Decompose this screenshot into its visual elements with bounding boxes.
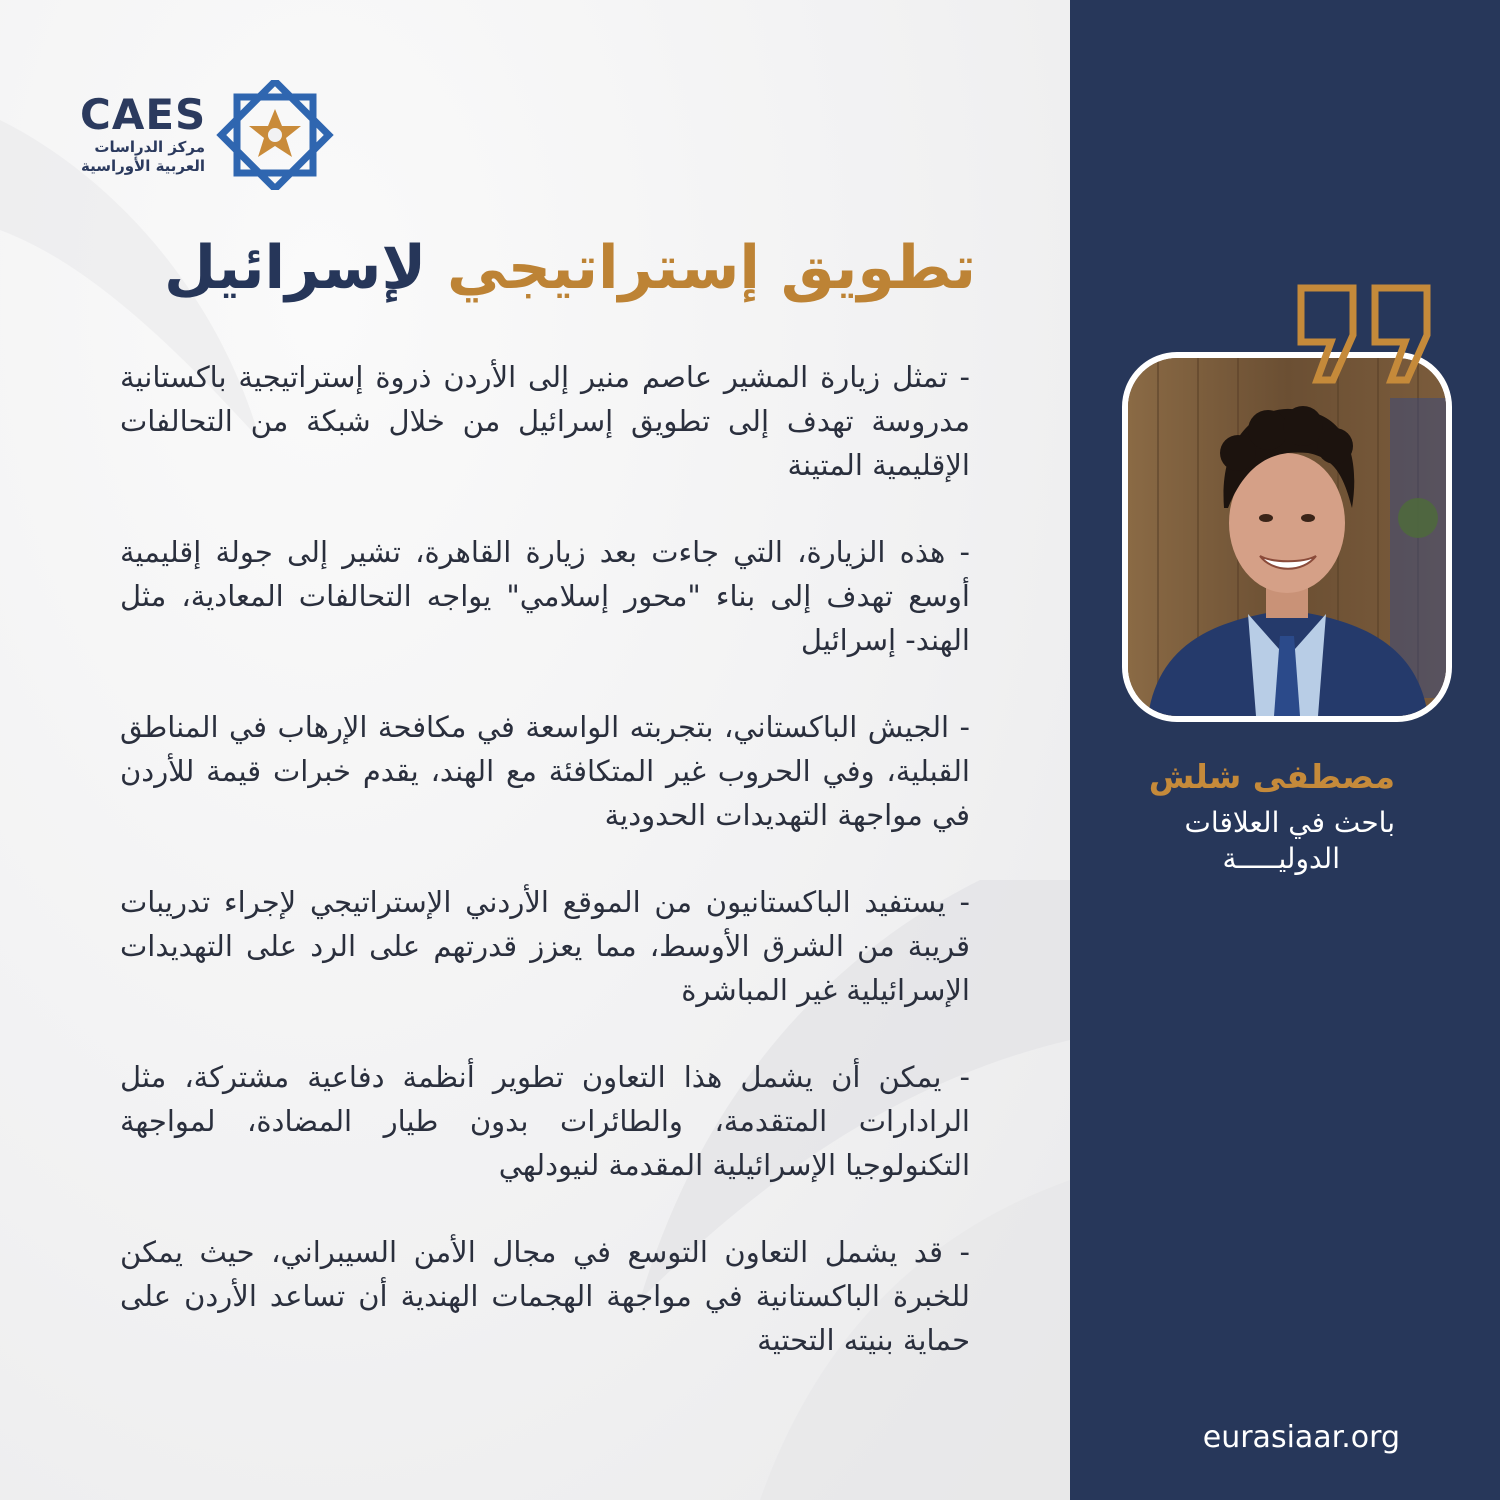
- closing-quote-icon: [1293, 280, 1443, 390]
- title-navy-part: لإسرائيل: [163, 233, 427, 303]
- bullet-item: - هذه الزيارة، التي جاءت بعد زيارة القاهرة، تشير إلى جولة إقليمية أوسع تهدف إلى بناء "محور إسلامي" يواجه التحالفات المعادية، مثل الهند- إسرائيل: [120, 535, 970, 657]
- page-title: [100, 228, 1040, 308]
- author-portrait: [1122, 352, 1452, 722]
- eight-point-star-icon: [215, 80, 335, 190]
- logo-arabic-line1: مركز الدراسات: [94, 138, 205, 156]
- bullet-list: [120, 355, 970, 1405]
- author-role-line2: الدوليـــــة: [1222, 842, 1340, 875]
- bullet-item: - الجيش الباكستاني، بتجربته الواسعة في مكافحة الإرهاب في المناطق القبلية، وفي الحروب غير المتكافئة مع الهند، يقدم خبرات قيمة للأردن في مواجهة التهديدات الحدودية: [120, 710, 970, 832]
- bullet-item: - يمكن أن يشمل هذا التعاون تطوير أنظمة دفاعية مشتركة، مثل الرادارات المتقدمة، والطائرات بدون طيار المضادة، لمواجهة التكنولوجيا الإسرائيلية المقدمة لنيودلهي: [120, 1060, 970, 1182]
- author-name: مصطفى شلش: [1148, 757, 1395, 796]
- portrait-image: [1128, 358, 1446, 716]
- bullet-item: - تمثل زيارة المشير عاصم منير إلى الأردن ذروة إستراتيجية باكستانية مدروسة تهدف إلى تطويق إسرائيل من خلال شبكة من التحالفات الإقليمية المتينة: [120, 360, 970, 482]
- logo-text: [80, 92, 205, 176]
- logo-arabic-line2: العربية الأوراسية: [80, 157, 205, 175]
- website-link[interactable]: eurasiaar.org: [1202, 1420, 1400, 1455]
- sidebar: [1070, 0, 1500, 1500]
- title-gold-part: تطويق إستراتيجي: [447, 233, 977, 303]
- caes-logo[interactable]: [80, 80, 350, 190]
- bullet-item: - يستفيد الباكستانيون من الموقع الأردني الإستراتيجي لإجراء تدريبات قريبة من الشرق الأوسط، مما يعزز قدرتهم على الرد على التهديدات الإسرائيلية غير المباشرة: [120, 885, 970, 1007]
- logo-acronym: CAES: [80, 90, 207, 139]
- author-role: باحث في العلاقات: [1184, 806, 1395, 839]
- bullet-item: - قد يشمل التعاون التوسع في مجال الأمن السيبراني، حيث يمكن للخبرة الباكستانية في مواجهة الهجمات الهندية أن تساعد الأردن على حماية بنيته التحتية: [120, 1235, 970, 1357]
